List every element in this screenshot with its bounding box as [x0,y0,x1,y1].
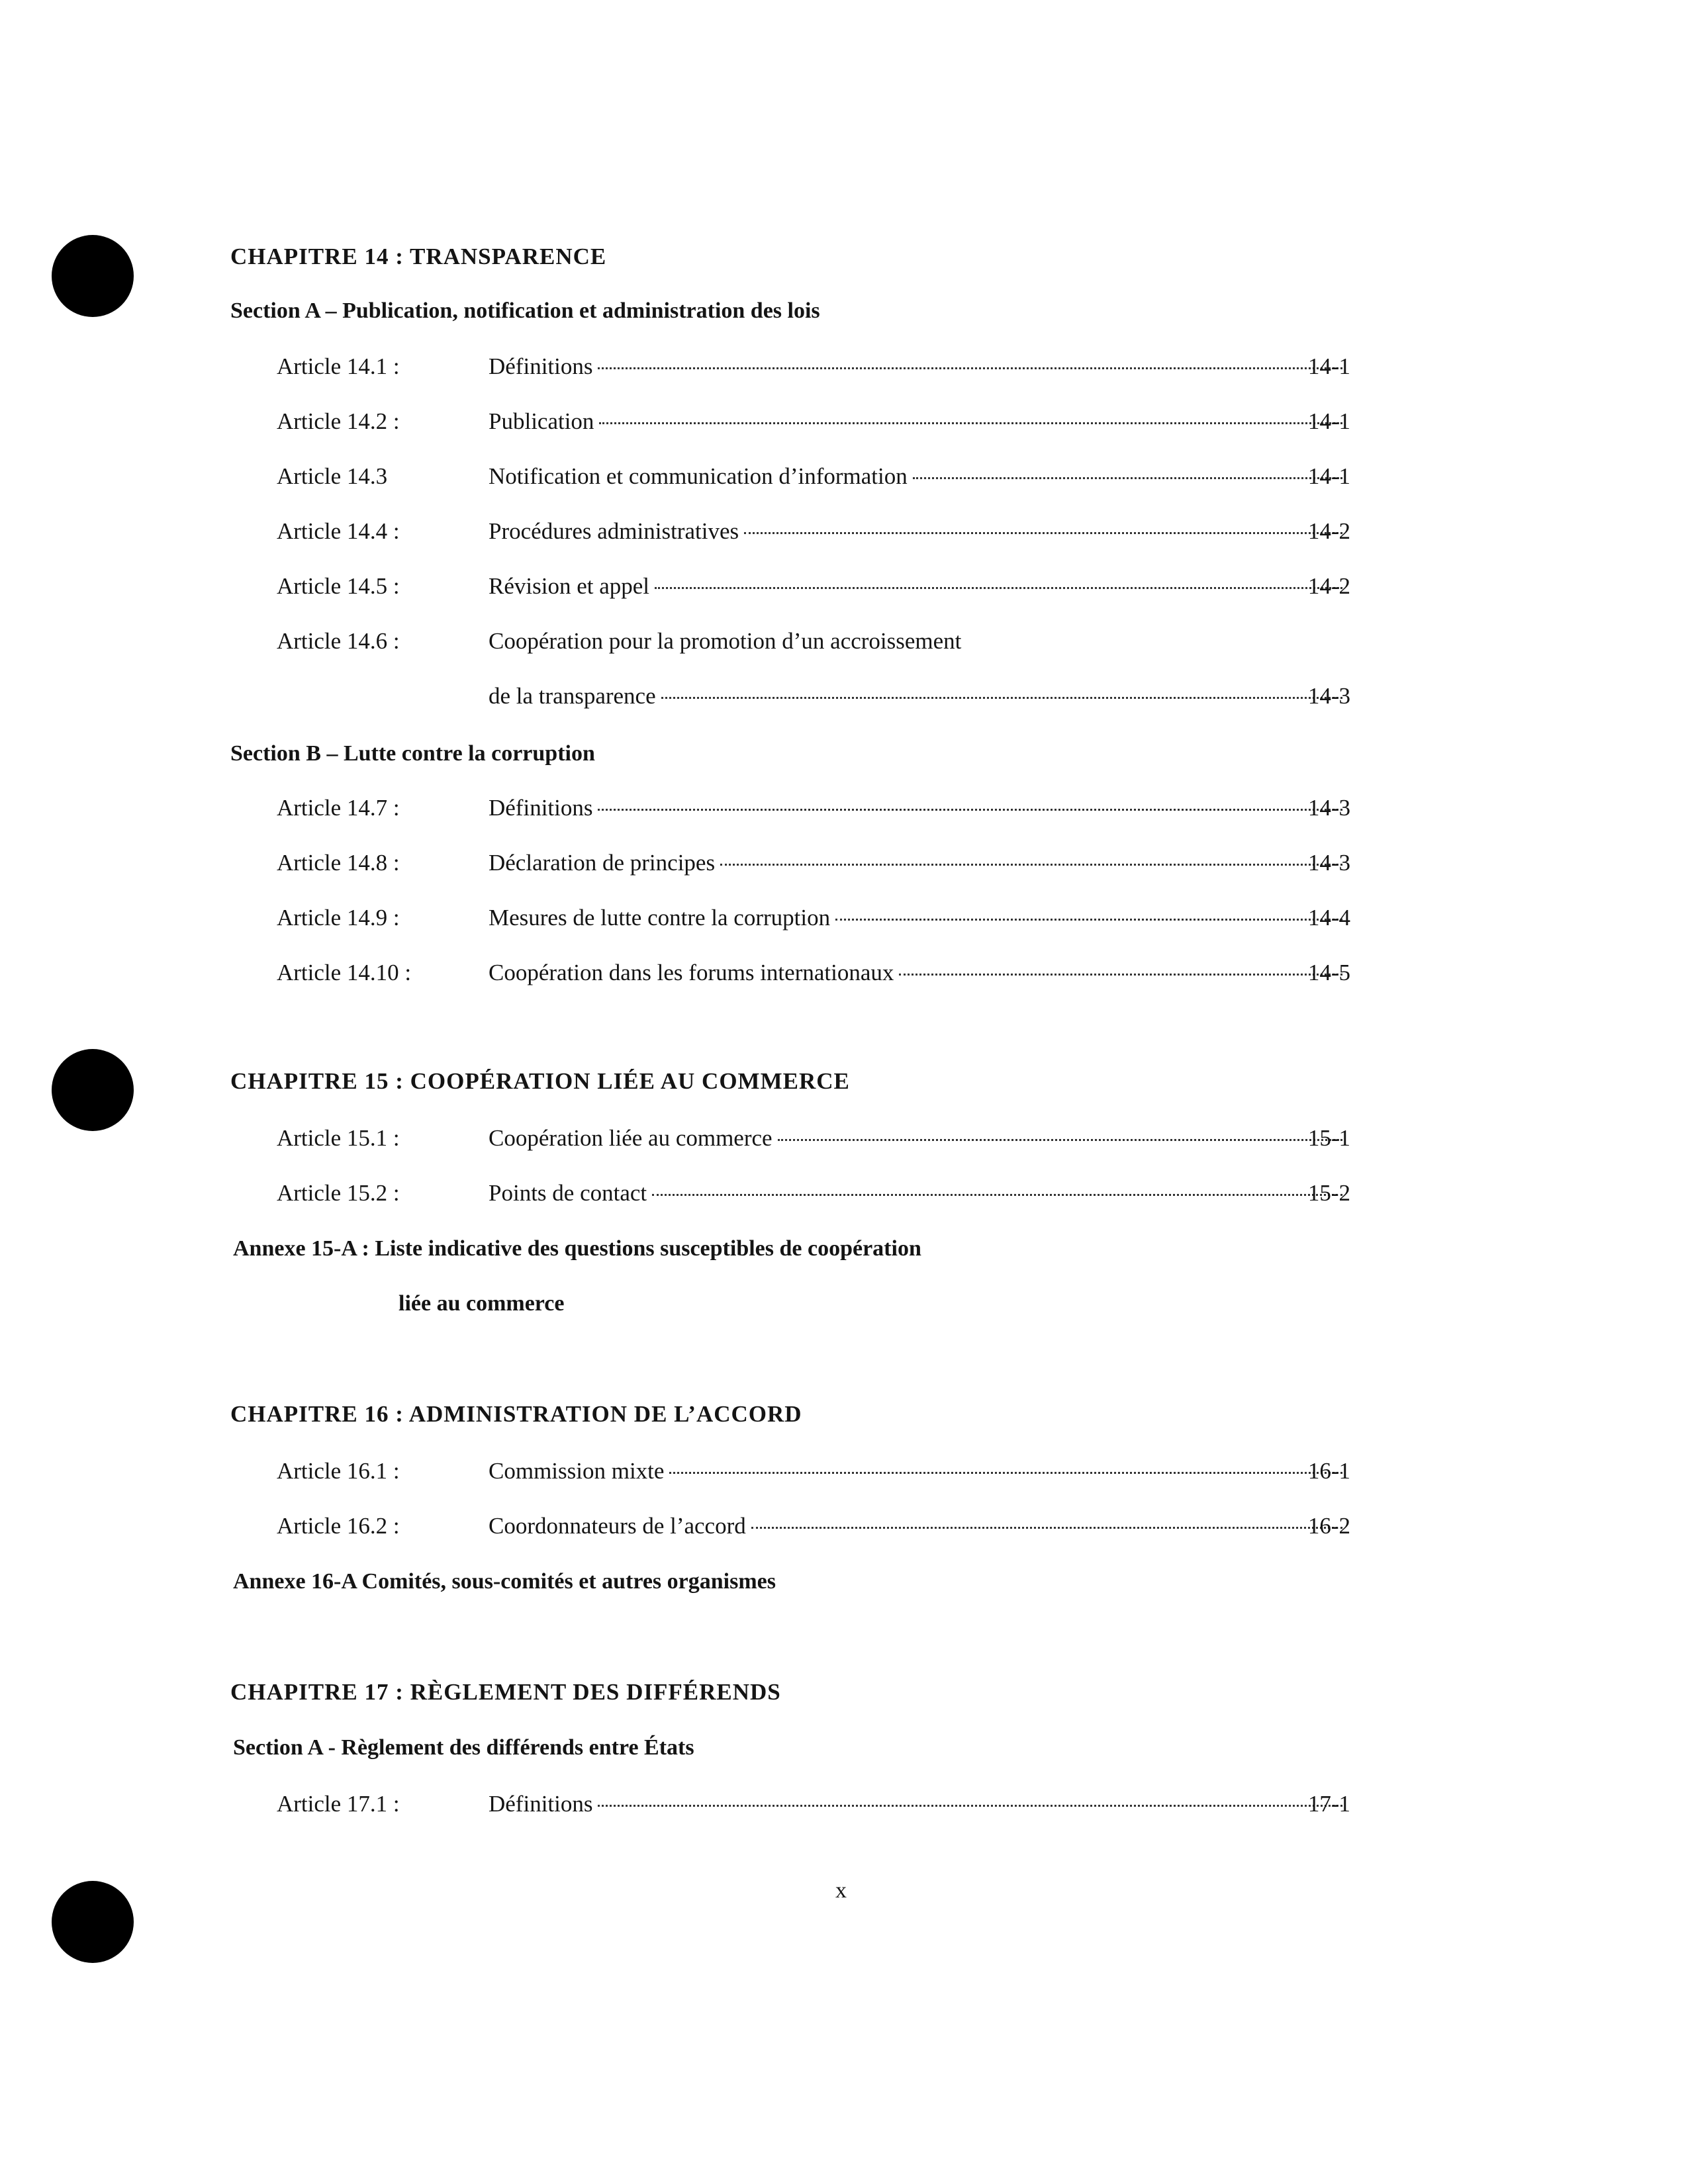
article-number: Article 15.1 : [277,1125,400,1151]
toc-entry[interactable] [0,353,1688,385]
page-ref: 16-1 [1307,1458,1350,1484]
article-title: Révision et appel [489,573,650,599]
dot-leader [652,1194,1342,1196]
toc-entry[interactable] [0,573,1688,605]
dot-leader [655,587,1342,589]
article-number: Article 16.1 : [277,1458,400,1484]
article-title: Mesures de lutte contre la corruption [489,905,831,931]
dot-leader [598,1805,1342,1807]
article-title: Coopération dans les forums internationaux [489,960,894,985]
page-ref: 14-1 [1307,408,1350,434]
toc-entry[interactable] [0,1791,1688,1823]
article-number: Article 14.7 : [277,795,400,821]
page-ref: 14-2 [1307,573,1350,599]
toc-entry-continued[interactable] [0,683,1688,715]
article-number: Article 15.2 : [277,1180,400,1206]
article-number: Article 14.5 : [277,573,400,599]
chapter-14-section-a: Section A – Publication, notification et administration des lois [230,298,820,323]
dot-leader [778,1139,1342,1141]
page-ref: 14-1 [1307,353,1350,379]
toc-entry[interactable] [0,1513,1688,1545]
dot-leader [835,919,1342,921]
toc-entry[interactable] [0,518,1688,550]
page-number: x [835,1878,847,1903]
dot-leader [751,1527,1342,1529]
page-ref: 14-2 [1307,518,1350,544]
article-title: Déclaration de principes [489,850,716,876]
page-ref: 17-1 [1307,1791,1350,1817]
page-ref: 16-2 [1307,1513,1350,1539]
article-title: Points de contact [489,1180,647,1206]
chapter-17-section-a: Section A - Règlement des différends entre États [233,1735,694,1760]
punch-hole [52,235,134,317]
toc-entry[interactable] [0,408,1688,440]
article-number: Article 14.10 : [277,960,412,985]
article-title: Définitions [489,1791,593,1817]
dot-leader [669,1472,1342,1474]
article-number: Article 14.3 [277,463,388,489]
punch-hole [52,1049,134,1131]
page-ref: 14-3 [1307,683,1350,709]
article-title: Définitions [489,795,593,821]
chapter-14-heading: CHAPITRE 14 : TRANSPARENCE [230,244,607,269]
dot-leader [899,974,1342,976]
article-title: Coordonnateurs de l’accord [489,1513,746,1539]
article-title: Coopération liée au commerce [489,1125,773,1151]
article-number: Article 14.2 : [277,408,400,434]
page-ref: 14-1 [1307,463,1350,489]
page-ref: 14-3 [1307,850,1350,876]
chapter-15-heading: CHAPITRE 15 : COOPÉRATION LIÉE AU COMMERCE [230,1068,850,1094]
toc-entry[interactable] [0,628,1688,660]
toc-entry[interactable] [0,1180,1688,1212]
toc-entry[interactable] [0,960,1688,991]
annex-15-a-continued[interactable]: liée au commerce [399,1291,565,1316]
toc-entry[interactable] [0,463,1688,495]
article-title-continued: de la transparence [489,683,656,709]
dot-leader [913,477,1342,479]
article-number: Article 14.9 : [277,905,400,931]
article-number: Article 14.1 : [277,353,400,379]
toc-entry[interactable] [0,905,1688,936]
dot-leader [744,532,1342,534]
page-ref: 14-4 [1307,905,1350,931]
toc-entry[interactable] [0,850,1688,882]
article-number: Article 17.1 : [277,1791,400,1817]
page-ref: 15-1 [1307,1125,1350,1151]
article-title: Coopération pour la promotion d’un accroissement [489,628,962,654]
toc-entry[interactable] [0,795,1688,827]
article-number: Article 14.8 : [277,850,400,876]
article-number: Article 14.6 : [277,628,400,654]
page-ref: 14-5 [1307,960,1350,985]
chapter-14-section-b: Section B – Lutte contre la corruption [230,741,595,766]
toc-entry[interactable] [0,1125,1688,1157]
dot-leader [720,864,1342,866]
article-number: Article 14.4 : [277,518,400,544]
annex-15-a[interactable]: Annexe 15-A : Liste indicative des questions susceptibles de coopération [233,1236,921,1261]
dot-leader [661,697,1342,699]
toc-entry[interactable] [0,1458,1688,1490]
page-ref: 15-2 [1307,1180,1350,1206]
dot-leader [598,809,1342,811]
dot-leader [599,422,1342,424]
chapter-17-heading: CHAPITRE 17 : RÈGLEMENT DES DIFFÉRENDS [230,1679,781,1705]
annex-16-a[interactable]: Annexe 16-A Comités, sous-comités et autres organismes [233,1569,776,1594]
article-title: Notification et communication d’information [489,463,908,489]
article-title: Définitions [489,353,593,379]
dot-leader [598,367,1342,369]
chapter-16-heading: CHAPITRE 16 : ADMINISTRATION DE L’ACCORD [230,1401,802,1427]
article-title: Procédures administratives [489,518,739,544]
punch-hole [52,1881,134,1963]
article-title: Commission mixte [489,1458,665,1484]
article-number: Article 16.2 : [277,1513,400,1539]
article-title: Publication [489,408,594,434]
page-ref: 14-3 [1307,795,1350,821]
